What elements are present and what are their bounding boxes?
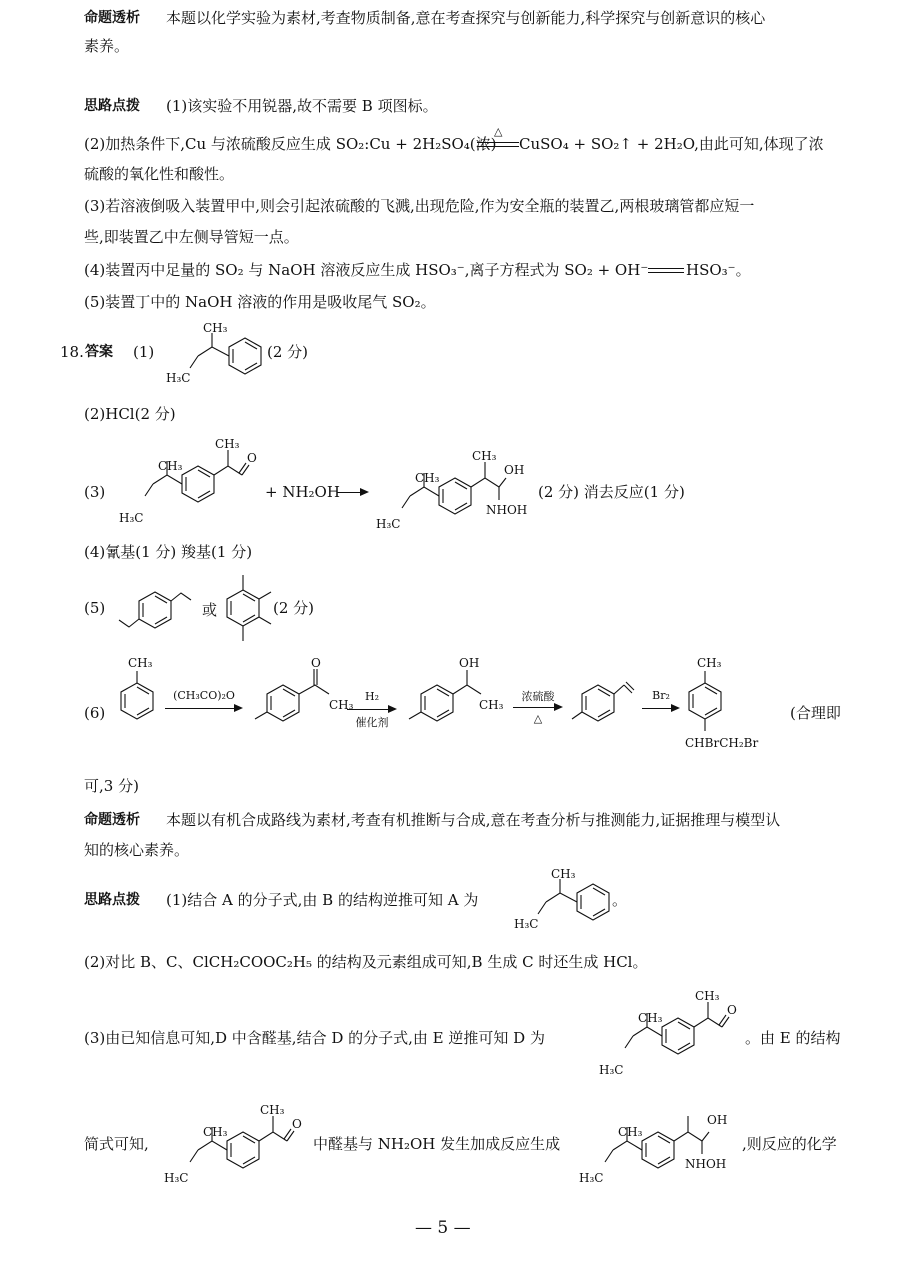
answer-1-num: (1)	[133, 343, 155, 361]
structure-addition-product	[372, 440, 542, 540]
label-nhoh: NHOH	[486, 503, 528, 517]
label-o: O	[247, 451, 257, 465]
structure-aldehyde-d	[115, 428, 265, 528]
answer-5-num: (5)	[84, 599, 106, 617]
label-ch3: CH₃	[697, 656, 722, 670]
structure-isobutylbenzene	[160, 320, 280, 390]
hint-2-p4c: ,则反应的化学	[742, 1135, 837, 1153]
label-ch3: CH₃	[415, 471, 440, 485]
label-ch3: CH₃	[260, 1103, 285, 1117]
label-ch3: CH₃	[158, 459, 183, 473]
label-ch3: CH₃	[203, 1125, 228, 1139]
label-ch3: CH₃	[128, 656, 153, 670]
label-ch3: CH₃	[695, 989, 720, 1003]
answer-1-score: (2 分)	[267, 343, 309, 361]
label-ch3: CH₃	[551, 867, 576, 881]
label-ch3: CH₃	[638, 1011, 663, 1025]
hint-1-p4a: (4)装置丙中足量的 SO₂ 与 NaOH 溶液反应生成 HSO₃⁻,离子方程式为 SO₂ + OH⁻	[84, 261, 649, 279]
hint-2-p4a: 简式可知,	[84, 1135, 149, 1153]
arrow-step-4	[642, 689, 680, 713]
label-nhoh: NHOH	[685, 1157, 727, 1171]
answer-6-end2: 可,3 分)	[84, 777, 139, 795]
label-oh: OH	[459, 656, 480, 670]
reagent-br2: Br₂	[652, 689, 670, 702]
label-h3c: H₃C	[599, 1063, 624, 1077]
label-oh: OH	[707, 1113, 728, 1127]
hint-2-p4b: 中醛基与 NH₂OH 发生加成反应生成	[313, 1135, 561, 1153]
reagent-heat: △	[533, 712, 543, 725]
structure-e-product	[575, 1094, 745, 1194]
answer-6-num: (6)	[84, 704, 106, 722]
hint-1-p5: (5)装置丁中的 NaOH 溶液的作用是吸收尾气 SO₂。	[84, 293, 436, 311]
reagent-h2: H₂	[364, 690, 379, 703]
label-h3c: H₃C	[514, 917, 539, 931]
label-ch3: CH₃	[203, 321, 228, 335]
structure-dibromide	[683, 655, 783, 755]
structure-methylstyrene	[570, 655, 640, 735]
answer-3-num: (3)	[84, 483, 106, 501]
hint-1-p2a: (2)加热条件下,Cu 与浓硫酸反应生成 SO₂:Cu + 2H₂SO₄(浓)	[84, 135, 497, 153]
answer-5-or: 或	[202, 601, 218, 619]
equals-double-2	[648, 268, 684, 273]
structure-tetramethylbenzene	[215, 565, 275, 650]
label-analysis-2: 命题透析	[84, 812, 140, 828]
label-o: O	[727, 1003, 737, 1017]
arrow-step-1	[165, 689, 243, 713]
answer-2: (2)HCl(2 分)	[84, 405, 176, 423]
hint-2-p3-end: 。由 E 的结构	[745, 1029, 841, 1047]
hint-2-p2: (2)对比 B、C、ClCH₂COOC₂H₅ 的结构及元素组成可知,B 生成 C 时还生成 HCl。	[84, 953, 648, 971]
equals-double	[477, 142, 519, 147]
structure-diethylbenzene	[115, 578, 195, 638]
reagent-catalyst: 催化剂	[355, 716, 389, 729]
label-answer: 答案	[85, 344, 113, 360]
arrow-step-3	[513, 688, 563, 728]
question-number: 18.	[60, 343, 84, 361]
label-chbrch2br: CHBrCH₂Br	[685, 736, 759, 750]
label-ch3: CH₃	[472, 449, 497, 463]
answer-4: (4)氰基(1 分) 羧基(1 分)	[84, 543, 253, 561]
label-h3c: H₃C	[164, 1171, 189, 1185]
label-oh: OH	[504, 463, 525, 477]
structure-toluene	[112, 655, 162, 735]
analysis-2-text: 本题以有机合成路线为素材,考查有机推断与合成,意在考查分析与推测能力,证据推理与模型认	[166, 811, 781, 829]
arrow-step-2	[347, 690, 397, 730]
label-hint-2: 思路点拨	[84, 892, 140, 908]
label-h3c: H₃C	[579, 1171, 604, 1185]
analysis-2-text2: 知的核心素养。	[84, 841, 190, 859]
label-h3c: H₃C	[376, 517, 401, 531]
structure-methylacetophenone	[245, 655, 354, 735]
label-ch3: CH₃	[215, 437, 240, 451]
label-ch3: CH₃	[618, 1125, 643, 1139]
hint-2-p1-end: 。	[612, 891, 628, 909]
reaction-arrow	[337, 488, 369, 498]
answer-3-score: (2 分) 消去反应(1 分)	[538, 483, 685, 501]
hint-2-p3: (3)由已知信息可知,D 中含醛基,结合 D 的分子式,由 E 逆推可知 D 为	[84, 1029, 545, 1047]
hint-1-p2b: CuSO₄ + SO₂↑ + 2H₂O,由此可知,体现了浓	[519, 135, 824, 153]
label-h3c: H₃C	[166, 371, 191, 385]
reagent-conc-h2so4: 浓硫酸	[521, 690, 555, 703]
page-number: — 5 —	[415, 1218, 471, 1238]
label-ch3: CH₃	[479, 698, 504, 712]
label-o: O	[311, 656, 321, 670]
answer-6-end: (合理即	[790, 704, 841, 722]
label-o: O	[292, 1117, 302, 1131]
analysis-1-text: 本题以化学实验为素材,考查物质制备,意在考查探究与创新能力,科学探究与创新意识的核心	[166, 9, 766, 27]
hint-1-p4b: HSO₃⁻。	[686, 261, 751, 279]
hint-1-p3a: (3)若溶液倒吸入装置甲中,则会引起浓硫酸的飞溅,出现危险,作为安全瓶的装置乙,两根玻璃管都应短一	[84, 197, 755, 215]
structure-d-aldehyde-2	[160, 1094, 310, 1194]
label-analysis-1: 命题透析	[84, 10, 140, 26]
label-ch3: CH₃	[329, 698, 354, 712]
hint-2-p1: (1)结合 A 的分子式,由 B 的结构逆推可知 A 为	[166, 891, 479, 909]
structure-a-isobutylbenzene	[508, 866, 628, 936]
answer-5-score: (2 分)	[273, 599, 315, 617]
analysis-1-text2: 素养。	[84, 37, 130, 55]
hint-1-p3b: 些,即装置乙中左侧导管短一点。	[84, 228, 299, 246]
label-h3c: H₃C	[119, 511, 144, 525]
answer-3-plus: + NH₂OH	[265, 483, 340, 501]
structure-d-aldehyde	[595, 980, 745, 1080]
hint-1-p2c: 硫酸的氧化性和酸性。	[84, 165, 235, 183]
label-hint-1: 思路点拨	[84, 98, 140, 114]
heat-symbol: △	[494, 125, 503, 138]
hint-1-p1: (1)该实验不用锐器,故不需要 B 项图标。	[166, 97, 438, 115]
reagent-acetic-anhydride: (CH₃CO)₂O	[173, 689, 235, 702]
structure-alcohol	[405, 655, 505, 735]
